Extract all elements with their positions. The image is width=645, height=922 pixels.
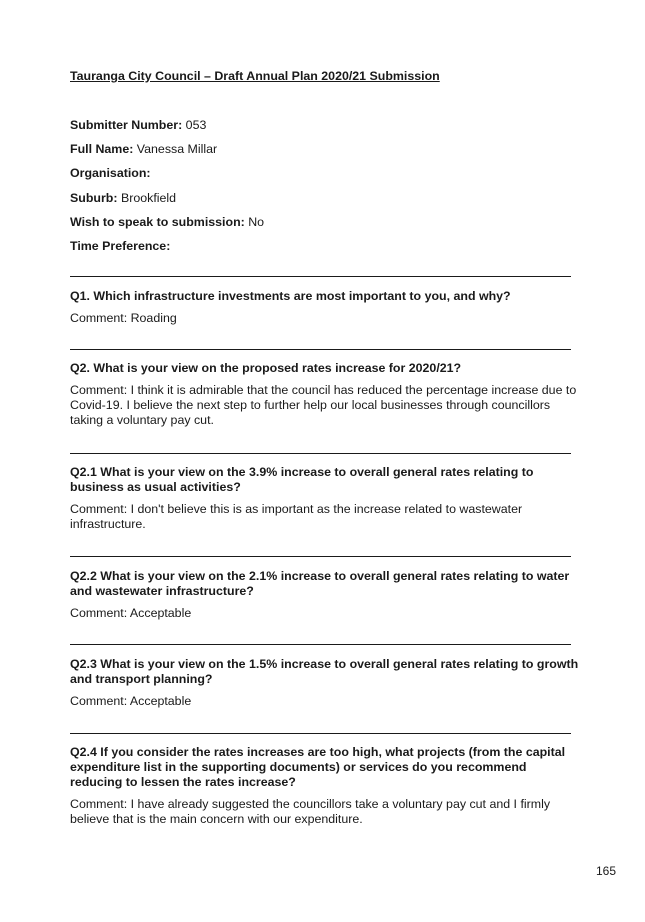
question-block-q2	[70, 361, 580, 428]
question-comment: Comment: Roading	[70, 311, 177, 325]
organisation-row	[70, 166, 264, 190]
question-block-q2-4	[70, 745, 580, 827]
time-preference-label: Time Preference:	[70, 238, 171, 253]
section-divider	[70, 453, 571, 454]
section-divider	[70, 733, 571, 734]
document-title: Tauranga City Council – Draft Annual Plan 2020/21 Submission	[70, 69, 440, 83]
question-text: Q2.1 What is your view on the 3.9% increase to overall general rates relating to business as usual activities?	[70, 465, 534, 494]
question-text: Q2. What is your view on the proposed rates increase for 2020/21?	[70, 361, 462, 375]
page-number: 165	[596, 864, 617, 878]
section-divider	[70, 556, 571, 557]
question-block-q2-3	[70, 657, 580, 709]
speak-label: Wish to speak to submission:	[70, 214, 245, 229]
question-comment: Comment: Acceptable	[70, 606, 192, 620]
full-name-value: Vanessa Millar	[136, 142, 218, 157]
suburb-label: Suburb:	[70, 190, 118, 205]
speak-row	[70, 215, 264, 239]
submitter-number-row	[70, 118, 264, 142]
submitter-number-label: Submitter Number:	[70, 118, 183, 132]
submitter-details	[70, 118, 264, 263]
question-block-q1	[70, 289, 580, 326]
question-comment: Comment: I have already suggested the councillors take a voluntary pay cut and I firmly believe that is the main concern with our expenditure.	[70, 797, 551, 826]
section-divider	[70, 276, 571, 277]
question-text: Q1. Which infrastructure investments are most important to you, and why?	[70, 289, 511, 303]
question-comment: Comment: Acceptable	[70, 694, 192, 708]
section-divider	[70, 349, 571, 350]
question-text: Q2.2 What is your view on the 2.1% increase to overall general rates relating to water and wastewater infrastructure?	[70, 569, 570, 598]
suburb-row	[70, 191, 264, 215]
full-name-label: Full Name:	[70, 142, 134, 157]
question-text: Q2.4 If you consider the rates increases are too high, what projects (from the capital expenditure list in the supporting documents) or services do you recommend reducing to lessen the rates increase?	[70, 745, 566, 789]
full-name-row	[70, 142, 264, 166]
organisation-label: Organisation:	[70, 166, 151, 181]
question-block-q2-2	[70, 569, 580, 621]
question-comment: Comment: I think it is admirable that the council has reduced the percentage increase due to Covid-19. I believe the next step to further help our local businesses through councillors taking a voluntary pay cut.	[70, 383, 577, 427]
speak-value: No	[248, 214, 265, 229]
section-divider	[70, 644, 571, 645]
question-block-q2-1	[70, 465, 580, 532]
submitter-number-value: 053	[185, 118, 207, 132]
suburb-value: Brookfield	[120, 190, 177, 205]
question-comment: Comment: I don't believe this is as important as the increase related to wastewater infrastructure.	[70, 502, 523, 531]
question-text: Q2.3 What is your view on the 1.5% increase to overall general rates relating to growth and transport planning?	[70, 657, 579, 686]
time-preference-row	[70, 239, 264, 263]
